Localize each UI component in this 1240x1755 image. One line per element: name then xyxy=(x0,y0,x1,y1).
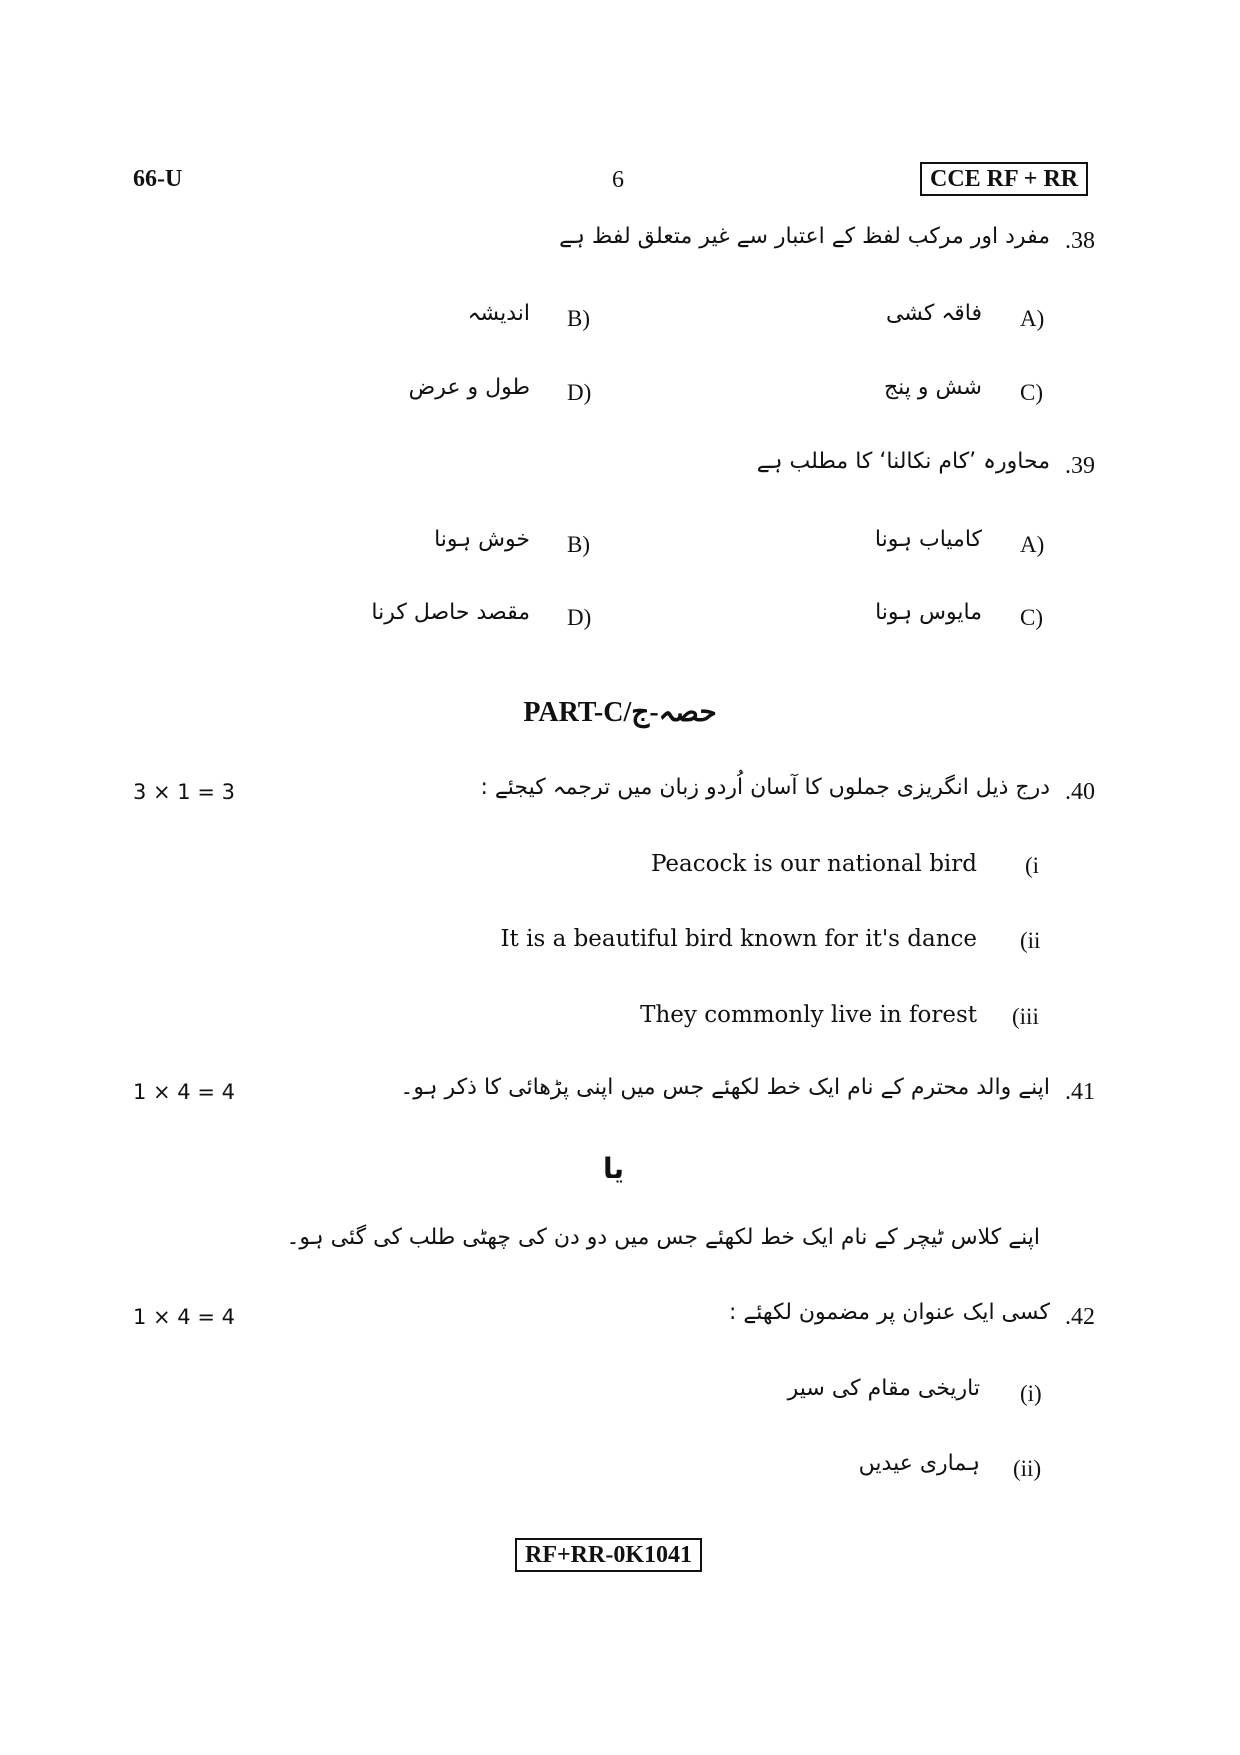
q39-option-c-label: C) xyxy=(1020,605,1043,630)
q39-option-a-label: A) xyxy=(1020,532,1045,557)
q40-item-ii: It is a beautiful bird known for it's dance xyxy=(500,926,977,952)
q38-option-d: طول و عرض xyxy=(408,375,530,400)
q39-option-b-label: B) xyxy=(567,532,590,557)
page-number: 6 xyxy=(612,167,624,193)
q39-option-c: مایوس ہونا xyxy=(875,600,982,625)
part-c-heading: PART-C/حصہ-ج xyxy=(523,697,717,728)
q40-item-iii-label: (iii xyxy=(1012,1004,1039,1029)
q39-number: .39 xyxy=(1065,453,1095,479)
q39-text: محاورہ ’کام نکالنا‘ کا مطلب ہے xyxy=(756,449,1050,474)
q41-number: .41 xyxy=(1065,1079,1095,1105)
q42-item-ii: ہماری عیدیں xyxy=(858,1451,980,1476)
q42-item-i-label: (i) xyxy=(1020,1381,1042,1406)
q41-alt-text: اپنے کلاس ٹیچر کے نام ایک خط لکھئے جس میں دو دن کی چھٹی طلب کی گئی ہو۔ xyxy=(286,1225,1040,1250)
q40-marks: 3 × 1 = 3 xyxy=(133,780,235,804)
q38-text: مفرد اور مرکب لفظ کے اعتبار سے غیر متعلق لفظ ہے xyxy=(559,224,1050,249)
q39-option-a: کامیاب ہونا xyxy=(874,527,982,552)
q40-item-i-label: (i xyxy=(1025,853,1040,878)
q39-option-d: مقصد حاصل کرنا xyxy=(371,600,530,625)
q38-option-c: شش و پنج xyxy=(883,375,982,400)
exam-code-box: CCE RF + RR xyxy=(920,162,1088,196)
or-divider: یا xyxy=(603,1152,625,1185)
q38-option-d-label: D) xyxy=(567,380,592,405)
q42-text: کسی ایک عنوان پر مضمون لکھئے : xyxy=(728,1300,1050,1325)
q38-number: .38 xyxy=(1065,228,1095,254)
q40-item-ii-label: (ii xyxy=(1020,928,1041,953)
q38-option-b: اندیشہ xyxy=(467,301,530,326)
q40-text: درج ذیل انگریزی جملوں کا آسان اُردو زبان میں ترجمہ کیجئے : xyxy=(480,775,1050,800)
q38-option-b-label: B) xyxy=(567,306,590,331)
q40-item-iii: They commonly live in forest xyxy=(640,1002,977,1028)
q40-number: .40 xyxy=(1065,779,1095,805)
q38-option-a: فاقہ کشی xyxy=(885,301,982,326)
paper-code: 66-U xyxy=(133,166,183,192)
q39-option-d-label: D) xyxy=(567,605,592,630)
footer-code-box: RF+RR-0K1041 xyxy=(515,1538,702,1572)
q38-option-a-label: A) xyxy=(1020,306,1045,331)
q42-number: .42 xyxy=(1065,1304,1095,1330)
q40-item-i: Peacock is our national bird xyxy=(650,851,977,877)
q38-option-c-label: C) xyxy=(1020,380,1043,405)
q42-item-ii-label: (ii) xyxy=(1013,1456,1042,1481)
q42-marks: 1 × 4 = 4 xyxy=(133,1305,235,1329)
q42-item-i: تاریخی مقام کی سیر xyxy=(787,1376,980,1401)
q41-text: اپنے والد محترم کے نام ایک خط لکھئے جس میں اپنی پڑھائی کا ذکر ہو۔ xyxy=(400,1075,1050,1100)
q39-option-b: خوش ہونا xyxy=(434,527,530,552)
q41-marks: 1 × 4 = 4 xyxy=(133,1080,235,1104)
